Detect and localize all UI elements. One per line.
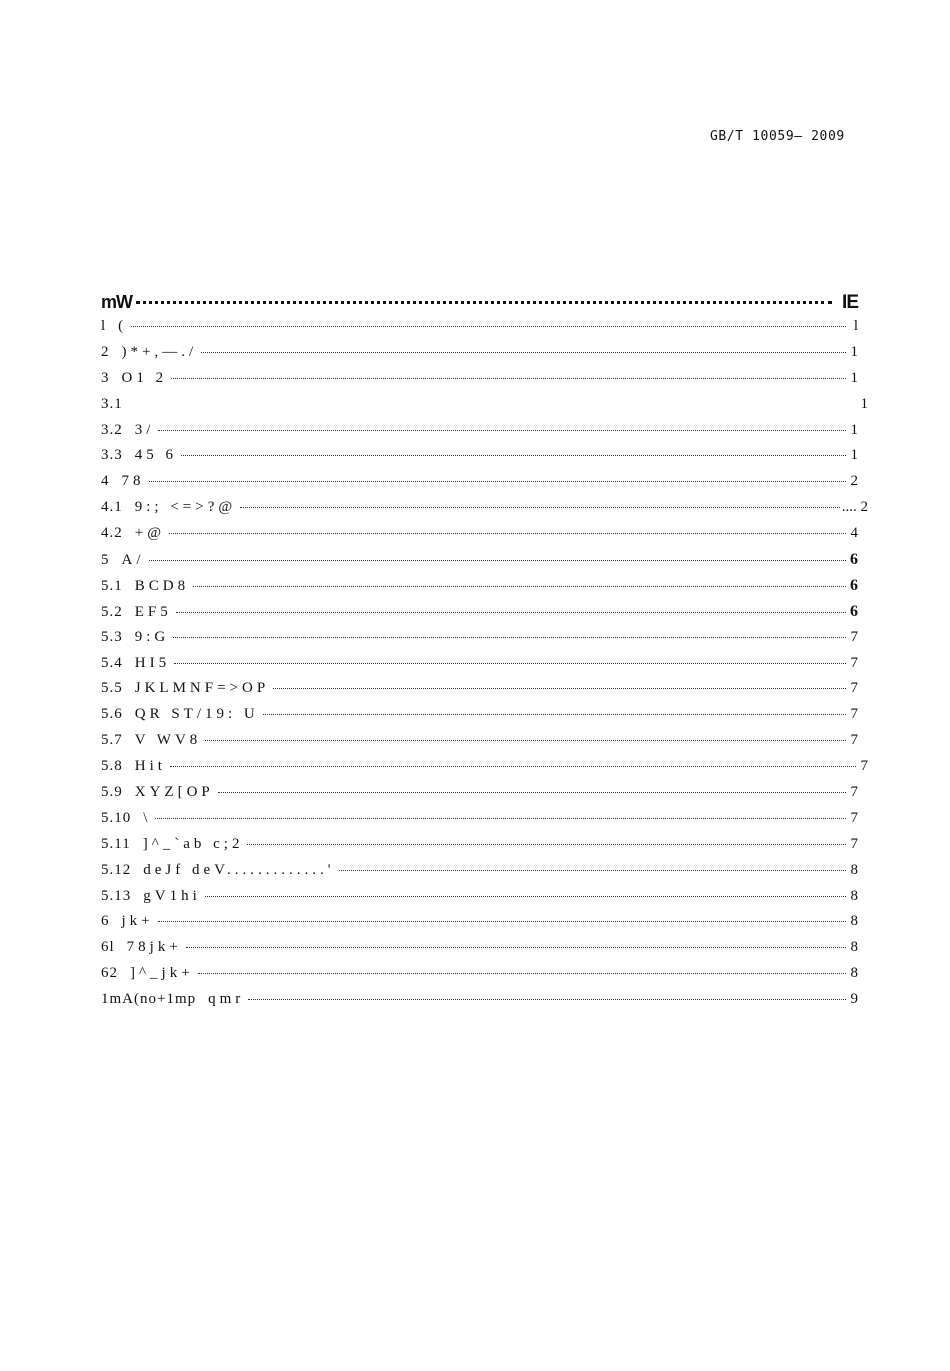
toc-entry-number: 1mA(no+1mp [101,991,197,1008]
toc-entry-list [101,318,868,1017]
toc-entry-number: 5.12 [101,861,132,878]
toc-entry-number: 3.3 [101,447,123,464]
toc-entry[interactable] [101,991,858,1017]
toc-entry-title: +@ [134,525,166,542]
toc-entry-title: 3/ [134,421,155,438]
toc-entry-title: XYZ[OP [134,784,214,801]
toc-entry-leader [201,352,846,353]
toc-entry-leader [263,714,846,715]
toc-entry-title: 9:; <=>?@ [134,499,237,516]
toc-entry-page: 6 [850,576,858,594]
toc-entry-number: 5.1 [101,577,123,594]
toc-heading-page: IE [842,292,858,313]
toc-entry-leader [158,430,846,431]
toc-heading-label: mW [101,292,132,312]
toc-entry-title: QR ST/19: U [134,706,259,723]
toc-entry[interactable] [101,706,858,732]
toc-entry[interactable] [101,370,858,396]
toc-entry[interactable] [101,395,868,422]
toc-entry[interactable] [101,525,858,551]
toc-entry-number: 5.13 [101,887,132,904]
toc-entry-number: 5.8 [101,758,123,775]
toc-entry-number: 3.1 [101,395,123,412]
toc-entry-page: 6 [850,602,858,620]
toc-entry-page: 8 [850,913,858,930]
toc-entry-leader [170,766,856,767]
toc-entry-title: Hit [134,758,166,775]
toc-entry-page: 7 [850,835,858,852]
toc-entry-leader [149,481,847,482]
toc-entry[interactable] [101,888,858,914]
document-code: GB/T 10059— 2009 [710,129,845,144]
toc-entry-number: 5.9 [101,784,123,801]
toc-entry-number: 5.5 [101,680,123,697]
toc-entry[interactable] [101,862,858,888]
toc-entry[interactable] [101,447,858,473]
toc-entry-leader [149,560,847,561]
toc-entry-number: 5.2 [101,603,123,620]
toc-entry-leader [205,740,846,741]
toc-entry[interactable] [101,965,858,991]
toc-entry-title: A/ [121,552,145,569]
toc-entry-number: 6 [101,913,110,930]
toc-entry[interactable] [101,318,858,344]
toc-entry-title: JKLMNF=>OP [134,680,270,697]
toc-entry-number: 5.4 [101,654,123,671]
toc-entry-title: 45 6 [134,447,177,464]
toc-entry-number: l [101,318,107,334]
toc-entry-page: 7 [850,784,858,801]
toc-entry-page: 7 [850,809,858,826]
toc-entry-title: 78 [121,473,145,490]
toc-entry[interactable] [101,784,858,810]
toc-entry[interactable] [101,344,858,370]
toc-entry[interactable] [101,810,858,836]
toc-entry-title: jk+ [121,913,154,930]
toc-entry-number: 4 [101,473,110,490]
toc-entry-number: 5.11 [101,835,131,852]
toc-entry-page: 1 [850,343,858,360]
toc-entry-leader [273,688,846,689]
toc-entry-page: 7 [850,706,858,723]
toc-entry-leader [155,818,846,819]
toc-entry-title: ]^_jk+ [130,965,194,982]
toc-entry-title: HI5 [134,654,171,671]
toc-entry-leader [247,844,846,845]
toc-entry-title: \ [143,809,152,826]
toc-entry[interactable] [101,499,868,525]
toc-entry-page: .... 2 [841,499,868,516]
toc-entry[interactable] [101,577,858,603]
toc-heading [101,292,858,316]
toc-entry-leader [169,533,846,534]
toc-entry[interactable] [101,732,858,758]
toc-entry-leader [174,663,846,664]
toc-entry-leader [176,612,846,613]
toc-entry-number: 4.2 [101,525,123,542]
toc-entry[interactable] [101,758,868,784]
toc-entry[interactable] [101,655,858,681]
toc-entry-title: BCD8 [134,577,190,594]
toc-entry-page: 8 [850,939,858,956]
toc-entry-number: 62 [101,965,118,982]
toc-entry-page: 8 [850,861,858,878]
toc-entry-page: 7 [850,732,858,749]
toc-entry-page: 1 [850,421,858,438]
toc-entry-leader [205,896,846,897]
toc-entry-title: V WV8 [134,732,202,749]
toc-entry-number: 5.10 [101,809,132,826]
toc-entry-page: 8 [850,887,858,904]
toc-entry-page: 7 [850,654,858,671]
toc-entry[interactable] [101,473,858,499]
toc-entry-leader [186,947,846,948]
toc-entry-number: 6l [101,939,115,956]
toc-entry-page: 9 [850,991,858,1008]
toc-entry-leader [131,326,846,327]
toc-entry-number: 5.3 [101,628,123,645]
toc-entry-title: gV1hi [143,887,201,904]
toc-entry-page: 8 [850,965,858,982]
toc-entry-page: 7 [860,758,868,775]
toc-entry[interactable] [101,422,858,448]
toc-entry[interactable] [101,913,858,939]
toc-entry[interactable] [101,939,858,965]
toc-entry-page: 2 [850,473,858,490]
toc-entry-page: l [853,318,858,334]
toc-entry-page: 6 [850,551,858,569]
toc-entry-leader [171,378,846,379]
toc-heading-leader [136,301,832,304]
toc-entry-number: 3.2 [101,421,123,438]
toc-entry-leader [218,792,846,793]
toc-entry-page: 1 [860,395,868,412]
toc-entry-leader [181,455,846,456]
toc-entry[interactable] [101,551,858,577]
toc-entry-leader [248,999,846,1000]
toc-entry-title: )*+,—./ [121,343,198,360]
toc-entry-title: deJf deV.............' [143,861,335,878]
toc-entry-number: 2 [101,343,110,360]
toc-entry-leader [158,921,846,922]
toc-entry-title: ( [118,318,128,334]
toc-entry-page: 7 [850,628,858,645]
toc-entry-page: 7 [850,680,858,697]
toc-entry-leader [339,870,847,871]
toc-entry-leader [198,973,846,974]
toc-entry[interactable] [101,629,858,655]
toc-entry-leader [173,637,846,638]
table-of-contents [101,292,868,1017]
toc-entry-number: 5 [101,552,110,569]
toc-entry-title: qmr [208,991,245,1008]
toc-entry[interactable] [101,680,858,706]
toc-entry-page: 1 [850,447,858,464]
toc-entry[interactable] [101,836,858,862]
toc-entry-title: O1 2 [121,369,168,386]
toc-entry-number: 4.1 [101,499,123,516]
toc-entry-leader [240,507,840,508]
toc-entry-title: ]^_`ab c;2 [142,835,244,852]
toc-entry-page: 1 [850,369,858,386]
toc-entry-number: 5.7 [101,732,123,749]
toc-entry-number: 3 [101,369,110,386]
toc-entry[interactable] [101,603,858,629]
toc-entry-leader [193,586,846,587]
toc-entry-title: 78jk+ [126,939,182,956]
toc-entry-title: EF5 [134,603,172,620]
toc-entry-page: 4 [850,525,858,542]
toc-entry-title: 9:G [134,628,170,645]
toc-entry-number: 5.6 [101,706,123,723]
